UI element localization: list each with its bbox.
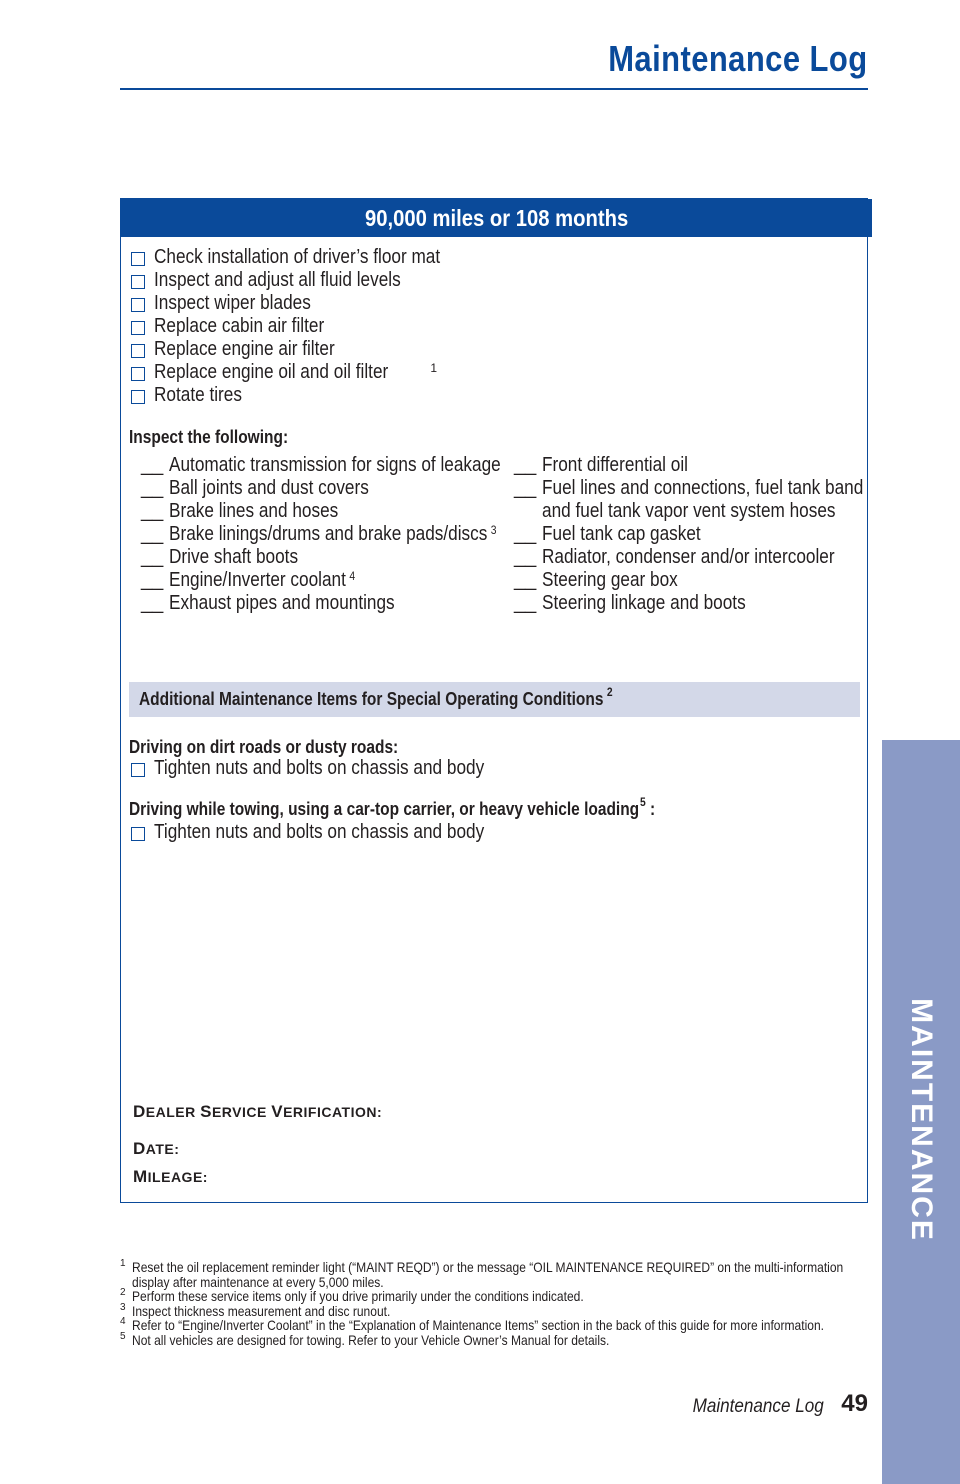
maintenance-checklist <box>129 246 487 407</box>
inspect-dash-marker: __ <box>514 477 537 499</box>
inspect-item <box>141 523 501 546</box>
dirt-roads-item[interactable] <box>129 757 538 780</box>
checkbox[interactable] <box>131 344 145 358</box>
inspect-list-right <box>514 454 874 615</box>
inspect-item-label: Automatic transmission for signs of leakage <box>169 454 501 476</box>
inspect-item-label: Drive shaft boots <box>169 546 299 568</box>
footnote-number: 4 <box>120 1316 126 1327</box>
inspect-item-text <box>542 546 886 569</box>
inspect-item <box>141 546 501 569</box>
inspect-dash-marker: __ <box>514 592 537 614</box>
inspect-item <box>141 454 501 477</box>
footnote-ref: 1 <box>430 361 438 375</box>
inspect-dash-marker: __ <box>514 569 537 591</box>
checkbox[interactable] <box>131 321 145 335</box>
footnote-number: 3 <box>120 1301 126 1313</box>
inspect-dash-marker: __ <box>141 546 164 568</box>
inspect-item-label: Exhaust pipes and mountings <box>169 592 395 614</box>
checkbox[interactable] <box>131 298 145 312</box>
checklist-item-label: Inspect and adjust all fluid levels <box>154 269 401 291</box>
checklist-item[interactable] <box>129 338 487 361</box>
interval-heading: 90,000 miles or 108 months <box>364 204 629 231</box>
section-side-tab-label: MAINTENANCE <box>905 998 938 1242</box>
inspect-item-text <box>169 454 513 477</box>
inspect-item <box>514 523 874 546</box>
towing-item[interactable] <box>129 821 538 844</box>
inspect-item-label: Fuel lines and connections, fuel tank band and fuel tank vapor vent system hoses <box>542 477 864 522</box>
checkbox[interactable] <box>131 367 145 381</box>
special-conditions-heading: Additional Maintenance Items for Special Operating Conditions $^2$ <box>139 685 613 709</box>
special-conditions-band <box>129 682 860 717</box>
checklist-item[interactable] <box>129 269 487 292</box>
footnote-number: 5 <box>120 1330 126 1342</box>
footnote-text: Refer to “Engine/Inverter Coolant” in the “Explanation of Maintenance Items” section in the back of this guide for more information. <box>132 1317 824 1333</box>
inspect-item-text <box>542 477 886 523</box>
checkbox[interactable] <box>131 763 145 777</box>
checklist-item-label: Rotate tires <box>154 384 242 406</box>
inspect-item <box>141 569 501 592</box>
inspect-dash-marker: __ <box>141 569 164 591</box>
inspect-item-text <box>542 523 886 546</box>
checklist-item-label: Replace engine oil and oil filter <box>154 361 389 383</box>
inspect-item <box>141 592 501 615</box>
inspect-item-text <box>542 592 886 615</box>
dirt-roads-heading: Driving on dirt roads or dusty roads: <box>129 737 399 757</box>
checklist-item-label: Replace cabin air filter <box>154 315 325 337</box>
inspect-item <box>514 546 874 569</box>
checkbox[interactable] <box>131 827 145 841</box>
footnote-number: 1 <box>120 1258 126 1269</box>
footnote <box>120 1301 868 1319</box>
footnote-text: Inspect thickness measurement and disc runout. <box>132 1302 391 1319</box>
inspect-item-text <box>169 523 513 546</box>
towing-item-label: Tighten nuts and bolts on chassis and body <box>154 821 485 843</box>
footnote <box>120 1289 868 1304</box>
inspect-item-text <box>169 592 513 615</box>
footnote-number: 2 <box>120 1287 126 1298</box>
inspect-list-left <box>141 454 501 615</box>
inspect-dash-marker: __ <box>141 523 164 545</box>
checkbox[interactable] <box>131 275 145 289</box>
checklist-item[interactable] <box>129 361 487 384</box>
inspect-item-label: Fuel tank cap gasket <box>542 523 701 545</box>
inspect-item <box>514 569 874 592</box>
footnote <box>120 1318 868 1333</box>
page-title: Maintenance Log <box>608 38 868 79</box>
inspect-item-text <box>169 477 513 500</box>
footnote <box>120 1330 868 1348</box>
inspect-item-label: Brake lines and hoses <box>169 500 339 522</box>
checkbox[interactable] <box>131 252 145 266</box>
inspect-item-label: Steering gear box <box>542 569 678 591</box>
inspect-dash-marker: __ <box>514 454 537 476</box>
inspect-dash-marker: __ <box>141 592 164 614</box>
mileage-label: MILEAGE: <box>133 1167 208 1186</box>
checklist-item[interactable] <box>129 315 487 338</box>
checklist-item-label: Check installation of driver’s floor mat <box>154 246 441 268</box>
footnote-ref: 4 <box>349 569 356 583</box>
inspect-item-label: Brake linings/drums and brake pads/discs <box>169 523 488 545</box>
inspect-heading: Inspect the following: <box>129 427 289 447</box>
maintenance-interval-box <box>120 198 868 1203</box>
checklist-item[interactable] <box>129 384 487 407</box>
inspect-dash-marker: __ <box>514 523 537 545</box>
inspect-item-label: Front differential oil <box>542 454 688 476</box>
footnote-ref: 3 <box>490 523 497 537</box>
inspect-item-text <box>169 546 513 569</box>
inspect-dash-marker: __ <box>141 477 164 499</box>
footer-section-name: Maintenance Log <box>692 1396 824 1417</box>
interval-heading-bar <box>121 199 872 237</box>
inspect-item-text <box>169 569 513 592</box>
inspect-item <box>514 477 874 523</box>
footnote-ref: 5 <box>639 795 646 809</box>
dealer-service-verification-label: DEALER SERVICE VERIFICATION: <box>133 1102 383 1121</box>
inspect-item-text <box>542 569 886 592</box>
footnote-text: Reset the oil replacement reminder light (“MAINT REQD”) or the message “OIL MAINTENANCE REQUIRED” on the multi-information display after maintenance at every 5,000 miles. <box>132 1259 844 1290</box>
inspect-item <box>514 592 874 615</box>
inspect-item <box>141 477 501 500</box>
footnote-text: Perform these service items only if you drive primarily under the conditions indicated. <box>132 1288 584 1304</box>
inspect-item-label: Radiator, condenser and/or intercooler <box>542 546 835 568</box>
dirt-roads-item-label: Tighten nuts and bolts on chassis and body <box>154 757 485 779</box>
checklist-item[interactable] <box>129 292 487 315</box>
title-divider <box>120 88 868 90</box>
inspect-dash-marker: __ <box>141 454 164 476</box>
page-number: 49 <box>841 1390 868 1417</box>
inspect-item-label: Engine/Inverter coolant <box>169 569 346 591</box>
checklist-item[interactable] <box>129 246 487 269</box>
inspect-item-text <box>542 454 886 477</box>
inspect-item <box>141 500 501 523</box>
footnotes <box>120 1260 868 1347</box>
date-label: DATE: <box>133 1139 180 1158</box>
footnote-text: Not all vehicles are designed for towing. Refer to your Vehicle Owner’s Manual for details. <box>132 1331 610 1348</box>
footnote-ref: 2 <box>606 685 613 699</box>
inspect-dash-marker: __ <box>141 500 164 522</box>
checklist-item-label: Inspect wiper blades <box>154 292 311 314</box>
towing-heading: Driving while towing, using a car-top carrier, or heavy vehicle loading$^5$ : <box>129 795 656 819</box>
inspect-dash-marker: __ <box>514 546 537 568</box>
inspect-item-label: Ball joints and dust covers <box>169 477 369 499</box>
inspect-item <box>514 454 874 477</box>
checklist-item-label: Replace engine air filter <box>154 338 335 360</box>
inspect-item-label: Steering linkage and boots <box>542 592 746 614</box>
checkbox[interactable] <box>131 390 145 404</box>
inspect-item-text <box>169 500 513 523</box>
footnote <box>120 1260 868 1289</box>
